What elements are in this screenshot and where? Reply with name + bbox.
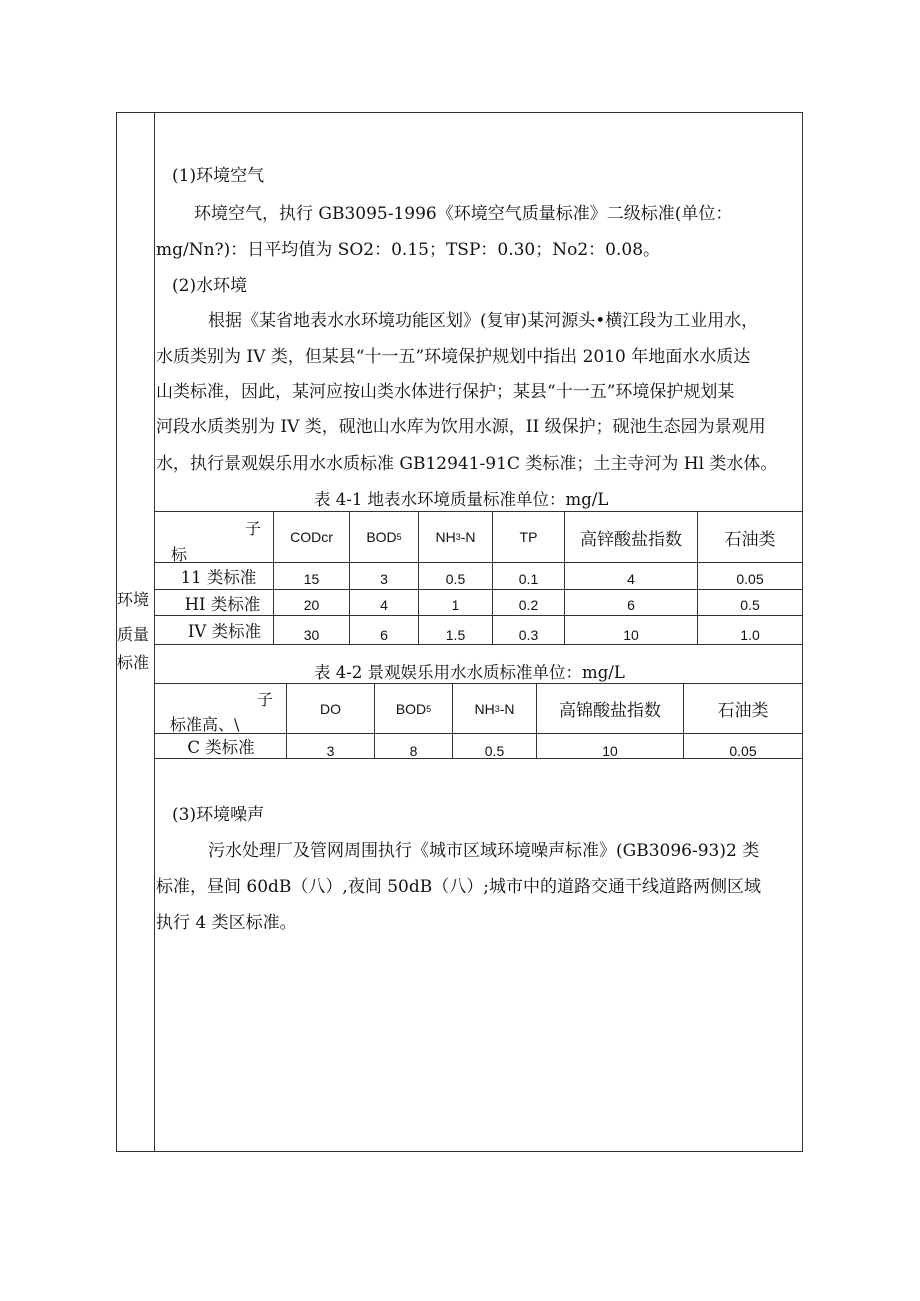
table1-row3-nh3n: 1.5	[445, 627, 466, 643]
table1-row1-tp: 0.1	[518, 571, 539, 587]
section3-heading: (3)环境噪声	[172, 805, 265, 825]
table1-row1-bod: 3	[380, 571, 388, 587]
table1-row3-permanganate: 10	[623, 627, 639, 643]
table1-row2-petroleum: 0.5	[740, 597, 760, 613]
table1-caption: 表 4-1 地表水环境质量标准单位：mg/L	[314, 490, 609, 509]
table2-caption: 表 4-2 景观娱乐用水水质标准单位：mg/L	[314, 663, 625, 682]
section1-line1: 环境空气，执行 GB3095-1996《环境空气质量标准》二级标准(单位：	[194, 204, 733, 224]
table1-header-nh3n	[419, 512, 492, 562]
side-label-line3: 标准	[117, 653, 150, 672]
table1-row3-tp: 0.3	[518, 627, 539, 643]
table1-row3-bod: 6	[380, 627, 388, 643]
table1-row2-bod: 4	[380, 597, 388, 613]
section2-line5: 水，执行景观娱乐用水水质标准 GB12941-91C 类标准；土主寺河为 Hl 类水体。	[156, 454, 778, 474]
table2-header-bod	[375, 684, 452, 733]
table1-row1-petroleum: 0.05	[736, 571, 764, 587]
table2-header-nh-text: NH	[474, 700, 495, 717]
table1-header-nh-text: NH	[435, 529, 456, 545]
section2-heading: (2)水环境	[172, 276, 248, 296]
table2-header-nh3n	[453, 684, 536, 733]
table2-row1-label: C 类标准	[187, 738, 255, 757]
table1-header-bod	[350, 512, 418, 562]
table2-corner-top: 子	[257, 690, 274, 709]
table1-header-permanganate: 高锌酸盐指数	[580, 529, 682, 550]
table2-header-bod-text: BOD	[395, 700, 427, 717]
table1-row3-codcr: 30	[303, 627, 320, 643]
table1-row1-label: 11 类标准	[180, 568, 257, 587]
table1-row3-label: IV 类标准	[187, 622, 262, 641]
table2-header-bod-sub: 5	[426, 703, 432, 714]
table1-row1-codcr: 15	[303, 571, 320, 587]
table1-header-tp: TP	[519, 529, 538, 545]
table2-row1-nh3n: 0.5	[484, 743, 505, 759]
table2-row1-do: 3	[326, 743, 335, 759]
table1-header-petroleum: 石油类	[724, 529, 776, 550]
table1-row2-nh3n: 1	[451, 597, 460, 613]
section3-line1: 污水处理厂及管网周围执行《城市区域环境噪声标准》(GB3096-93)2 类	[208, 841, 760, 861]
table2-header-nh-sub: 3	[494, 703, 500, 714]
table1-row2-permanganate: 6	[627, 597, 635, 613]
section2-line4: 河段水质类别为 IV 类，砚池山水库为饮用水源，II 级保护；砚池生态园为景观用	[156, 417, 766, 437]
table2-row1-petroleum: 0.05	[729, 743, 757, 759]
table1-row1-permanganate: 4	[627, 571, 635, 587]
table1-header-nh-suffix: -N	[460, 529, 476, 545]
table1-header-nh-sub: 3	[455, 532, 461, 542]
table2-header-petroleum: 石油类	[717, 701, 769, 721]
section1-heading: (1)环境空气	[172, 166, 265, 186]
section3-line2: 标准，昼间 60dB（八）,夜间 50dB（八）;城市中的道路交通干线道路两侧区域	[156, 877, 761, 897]
table1-header-codcr: CODcr	[290, 529, 333, 545]
table1-corner-bottom: 标	[171, 545, 188, 564]
column-divider	[154, 112, 155, 1152]
section3-line3: 执行 4 类区标准。	[156, 913, 297, 933]
side-label	[117, 590, 154, 673]
section2-line3: 山类标准，因此，某河应按山类水体进行保护；某县“十一五”环境保护规划某	[156, 382, 735, 402]
side-label-line1: 环境	[117, 590, 150, 609]
table2-header-nh-suffix: -N	[499, 700, 515, 717]
table2-header-do: DO	[320, 700, 341, 717]
table2-header-permanganate: 高锦酸盐指数	[559, 701, 661, 721]
table1-corner-top: 子	[245, 519, 262, 538]
table1-header-bod-sub: 5	[396, 532, 402, 542]
table1-header-bod-text: BOD	[366, 529, 397, 545]
table1-row2-tp: 0.2	[518, 597, 539, 613]
table2-corner-bottom: 标准高、\	[170, 715, 240, 734]
section1-line2: mg/Nn?)：日平均值为 SO2：0.15；TSP：0.30；No2：0.08。	[156, 240, 661, 260]
table2-row1-permanganate: 10	[602, 743, 618, 759]
table1-row1-nh3n: 0.5	[445, 571, 466, 587]
table1-row2-label: HI 类标准	[184, 594, 261, 614]
side-label-line2: 质量	[117, 625, 150, 644]
table2-row1-bod: 8	[409, 743, 418, 759]
table1-row3-petroleum: 1.0	[740, 627, 760, 643]
table1-row2-codcr: 20	[303, 597, 320, 613]
section2-line1: 根据《某省地表水水环境功能区划》(复审)某河源头•横江段为工业用水，	[208, 311, 759, 331]
section2-line2: 水质类别为 IV 类，但某县“十一五”环境保护规划中指出 2010 年地面水水质达	[156, 347, 751, 367]
